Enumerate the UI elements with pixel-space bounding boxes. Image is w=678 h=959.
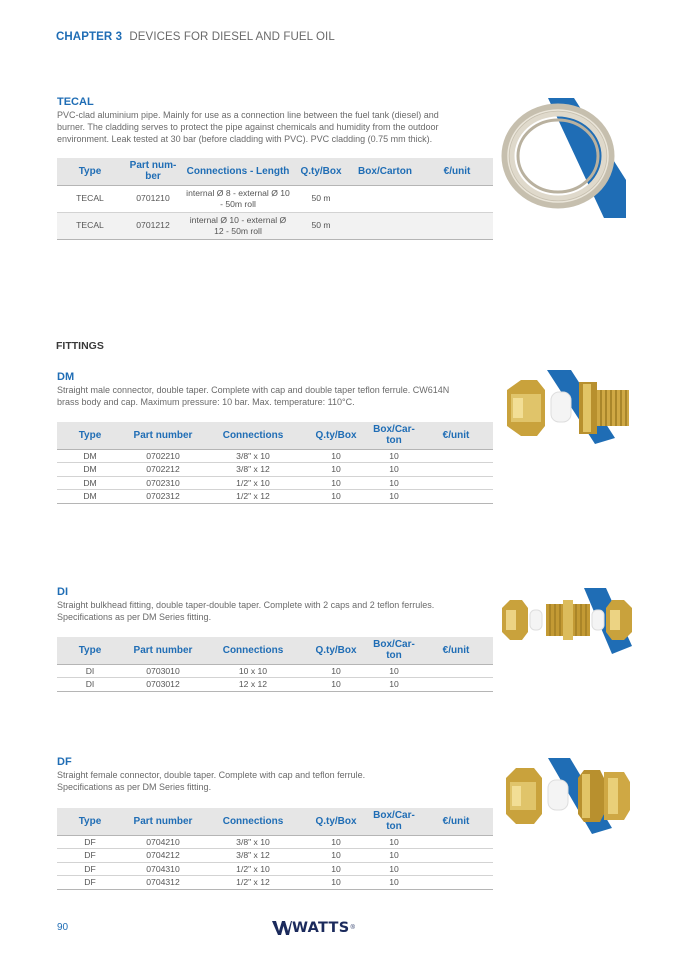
table-row: DM 0702310 1/2" x 10 10 10 [57, 476, 493, 490]
di-table [57, 637, 493, 692]
table-header-row: Type Part number Connections Q.ty/Box Box/Car- ton €/unit [57, 637, 493, 664]
watts-logo-icon [272, 921, 292, 935]
pipe-coil-icon [500, 96, 626, 218]
page-number: 90 [57, 922, 69, 933]
table-row: DF 0704310 1/2" x 10 10 10 [57, 862, 493, 876]
table-row: DM 0702312 1/2" x 12 10 10 [57, 490, 493, 504]
dm-description: Straight male connector, double taper. Complete with cap and double taper teflon ferrule. CW614N brass body and cap. Maximum pressure: 10 bar. Max. temperature: 110°C. [57, 385, 450, 407]
table-row: DF 0704210 3/8" x 10 10 10 [57, 835, 493, 849]
table-row: DM 0702210 3/8" x 10 10 10 [57, 449, 493, 463]
table-row: TECAL 0701212 internal Ø 10 - external Ø 12 - 50m roll 50 m [57, 212, 493, 239]
chapter-number: CHAPTER 3 [56, 31, 123, 43]
df-description: Straight female connector, double taper. Complete with cap and teflon ferrule. Specifications as per DM Series fitting. [57, 770, 366, 792]
tecal-table [57, 158, 493, 240]
watts-logo [272, 920, 355, 936]
table-header-row: Type Part num- ber Connections - Length Q.ty/Box Box/Carton €/unit [57, 158, 493, 185]
bulkhead-fitting-icon [500, 586, 636, 662]
table-row: DI 0703010 10 x 10 10 10 [57, 664, 493, 678]
fittings-heading: FITTINGS [56, 340, 104, 352]
dm-table [57, 422, 493, 504]
tecal-description: PVC-clad aluminium pipe. Mainly for use as a connection line between the fuel tank (diesel) and burner. The cladding serves to protect the pipe against chemicals and humidity from the outdoor environment. Leak tested at 30 bar (before cladding with PVC). PVC cladding (0.75 mm thick). [57, 110, 439, 144]
table-row: DF 0704212 3/8" x 12 10 10 [57, 849, 493, 863]
dm-title: DM [57, 371, 75, 383]
table-row: DF 0704312 1/2" x 12 10 10 [57, 876, 493, 890]
table-row: TECAL 0701210 internal Ø 8 - external Ø 10 - 50m roll 50 m [57, 185, 493, 212]
table-row: DI 0703012 12 x 12 10 10 [57, 678, 493, 692]
df-title: DF [57, 756, 72, 768]
table-header-row: Type Part number Connections Q.ty/Box Box/Car- ton €/unit [57, 422, 493, 449]
tecal-title: TECAL [57, 96, 94, 108]
table-header-row: Type Part number Connections Q.ty/Box Box/Car- ton €/unit [57, 808, 493, 835]
male-connector-icon [503, 368, 633, 446]
df-table [57, 808, 493, 890]
di-title: DI [57, 586, 68, 598]
table-row: DM 0702212 3/8" x 12 10 10 [57, 463, 493, 477]
female-connector-icon [504, 756, 632, 836]
logo-registered-mark: ® [350, 925, 355, 931]
logo-text: WATTS [292, 920, 350, 936]
chapter-header [56, 31, 335, 43]
chapter-title: DEVICES FOR DIESEL AND FUEL OIL [129, 31, 335, 43]
di-description: Straight bulkhead fitting, double taper-double taper. Complete with 2 caps and 2 teflon ferrules. Specifications as per DM Series fitting. [57, 600, 435, 622]
